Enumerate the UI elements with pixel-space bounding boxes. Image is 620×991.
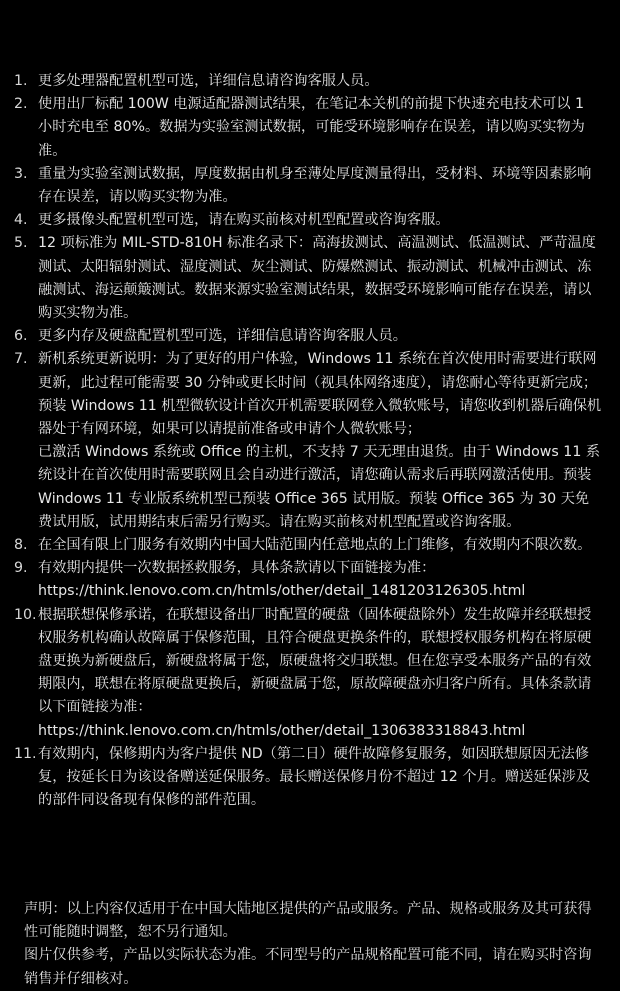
disclaimer [24, 898, 604, 991]
footnote-text: 更多摄像头配置机型可选，请在购买前核对机型配置或咨询客服。 [38, 212, 450, 229]
disclaimer-image-note: 图片仅供参考，产品以实际状态为准。不同型号的产品规格配置可能不同，请在购买时咨询销售并仔细核对。 [24, 947, 592, 987]
footnote-item [0, 232, 620, 325]
footnote-text: 有效期内提供一次数据拯救服务，具体条款请以下面链接为准： [38, 560, 436, 577]
footnote-number: 6. [14, 328, 28, 345]
footnote-item [0, 743, 620, 813]
footnote-number: 9. [14, 560, 28, 577]
footnote-text: 重量为实验室测试数据，厚度数据由机身至薄处厚度测量得出，受材料、环境等因素影响存在误差，请以购买实物为准。 [38, 165, 592, 206]
footnote-text: 有效期内，保修期内为客户提供 ND（第二日）硬件故障修复服务，如因联想原因无法修复，按延长日为该设备赠送延保服务。最长赠送保修月份不超过 12 个月。赠送延保涉及的部件同设备现有保修的部件范围。 [38, 745, 591, 809]
footnote-text: 更多处理器配置机型可选，详细信息请咨询客服人员。 [38, 73, 379, 89]
footnote-number: 4. [14, 212, 28, 229]
terms-link[interactable]: https://think.lenovo.com.cn/htmls/other/detail_1481203126305.html [38, 583, 526, 600]
footnote-item [0, 604, 620, 743]
footnote-number: 8. [14, 537, 28, 554]
footnote-item [0, 325, 620, 348]
footnote-item [0, 209, 620, 232]
footnote-item [0, 557, 620, 603]
footnote-number: 7. [14, 351, 28, 368]
footnote-number: 2. [14, 96, 28, 113]
footnote-number: 10. [14, 606, 37, 623]
footnote-number: 3. [14, 165, 28, 182]
footnote-text: 12 项标准为 MIL-STD-810H 标准名录下：高海拔测试、高温测试、低温测试、严苛温度测试、太阳辐射测试、湿度测试、灰尘测试、防爆燃测试、振动测试、机械冲击测试、冻融测试、海运颠簸测试。数据来源实验室测试结果，数据受环境影响可能存在误差，请以购买实物为准。 [38, 235, 596, 322]
footnote-text: 预装 Windows 11 机型微软设计首次开机需要联网登入微软账号，请您收到机器后确保机器处于有网环境，如果可以请提前准备或申请个人微软账号； [38, 397, 602, 438]
footnote-item [0, 534, 620, 557]
footnote-number: 11. [14, 745, 37, 762]
footnote-text: 已激活 Windows 系统或 Office 的主机，不支持 7 天无理由退货。由于 Windows 11 系统设计在首次使用时需要联网且会自动进行激活，请您确认需求后再联网激活使用。预装 Windows 11 专业版系统机型已预装 Office 365 试用版。预装 Office 365 为 30 天免费试用版，试用期结束后需另行购买。请在购买前核对机型配置或咨询客服。 [38, 444, 601, 530]
terms-link[interactable]: https://think.lenovo.com.cn/htmls/other/detail_1306383318843.html [38, 722, 526, 739]
footnote-item [0, 93, 620, 163]
footnote-text: 根据联想保修承诺，在联想设备出厂时配置的硬盘（固体硬盘除外）发生故障并经联想授权服务机构确认故障属于保修范围，且符合硬盘更换条件的，联想授权服务机构在将原硬盘更换为新硬盘后，新硬盘将属于您，原硬盘将交归联想。但在您享受本服务产品的有效期限内，联想在将原硬盘更换后，新硬盘属于您，原故障硬盘亦归客户所有。具体条款请以下面链接为准： [38, 606, 592, 716]
footnote-item [0, 348, 620, 534]
footnote-text: 新机系统更新说明：为了更好的用户体验，Windows 11 系统在首次使用时需要进行联网更新，此过程可能需要 30 分钟或更长时间（视具体网络速度），请您耐心等待更新完成； [38, 351, 598, 391]
footnote-item [0, 70, 620, 93]
footnote-number: 5. [14, 235, 28, 252]
footnote-text: 更多内存及硬盘配置机型可选，详细信息请咨询客服人员。 [38, 328, 407, 345]
disclaimer-text: 声明：以上内容仅适用于在中国大陆地区提供的产品或服务。产品、规格或服务及其可获得性可能随时调整，恕不另行通知。 [24, 901, 592, 941]
footnote-number: 1. [14, 73, 28, 89]
footnote-text: 使用出厂标配 100W 电源适配器测试结果，在笔记本关机的前提下快速充电技术可以 1 小时充电至 80%。数据为实验室测试数据，可能受环境影响存在误差，请以购买实物为准。 [38, 96, 585, 159]
footnote-text: 在全国有限上门服务有效期内中国大陆范围内任意地点的上门维修，有效期内不限次数。 [38, 537, 592, 554]
footnote-list [0, 70, 620, 813]
footnote-item [0, 163, 620, 209]
